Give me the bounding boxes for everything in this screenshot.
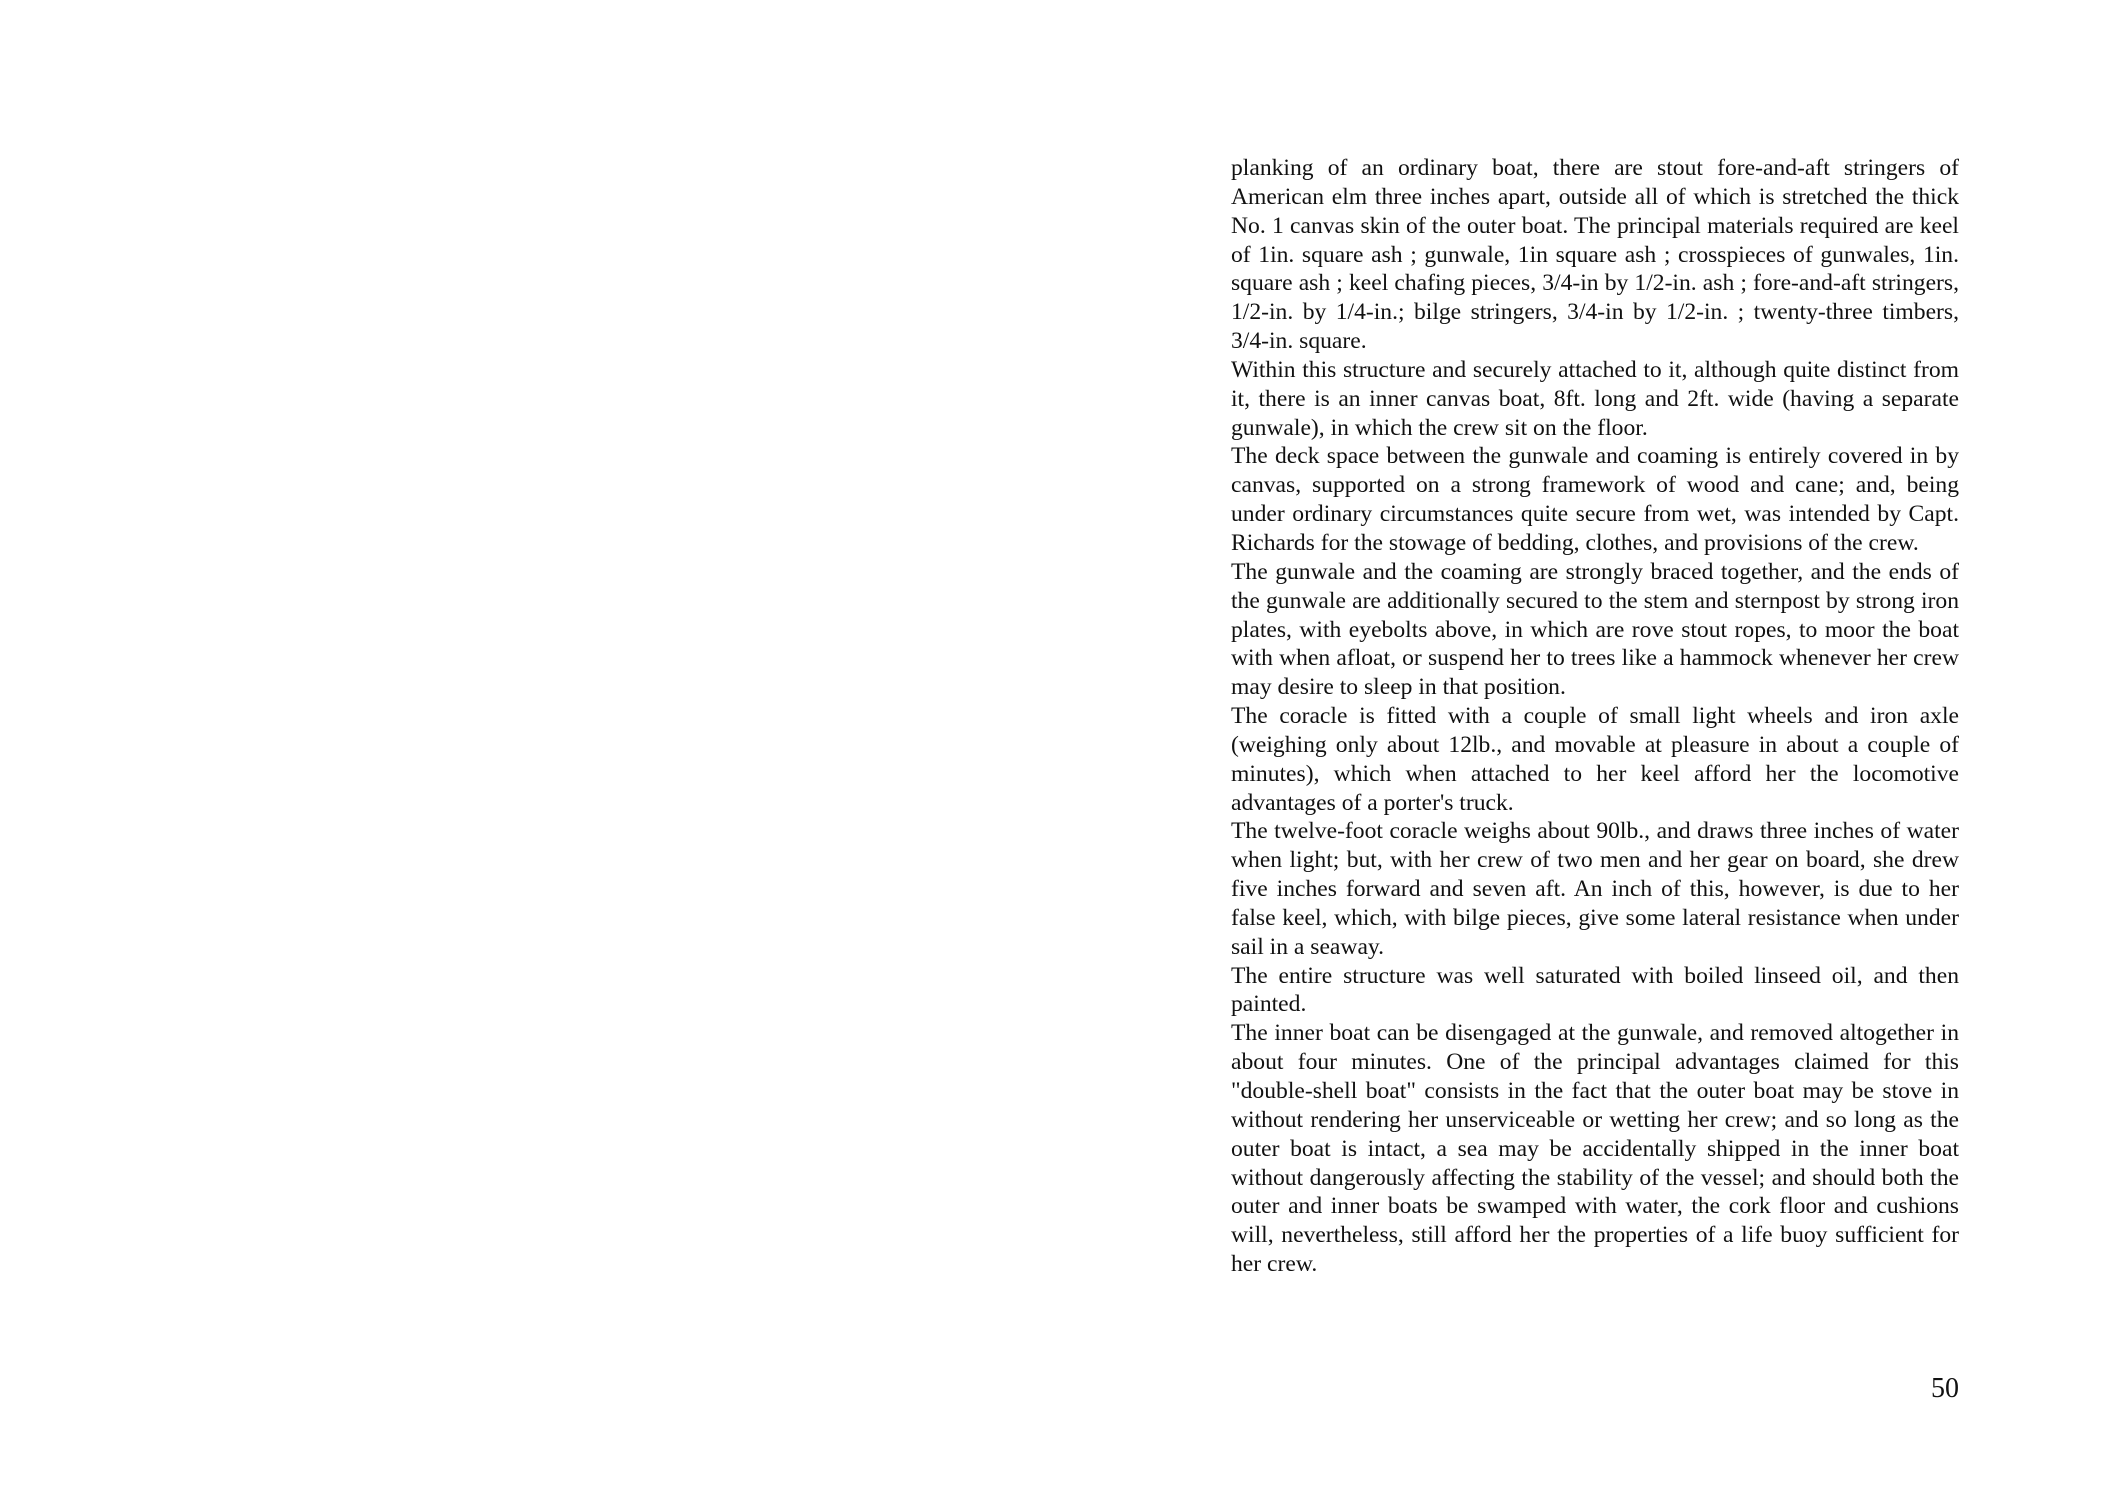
paragraph-deck-space: The deck space between the gunwale and coaming is entirely covered in by canvas, supported on a strong framework of wood and cane; and, being under ordinary circumstances quite secure from wet, was intended by Capt. Richards for the stowage of bedding, clothes, and provisions of the crew.: [1231, 443, 1959, 556]
paragraph-gunwale-bracing: The gunwale and the coaming are strongly braced together, and the ends of the gunwale are additionally secured to the stem and sternpost by strong iron plates, with eyebolts above, in which are rove stout ropes, to moor the boat with when afloat, or suspend her to trees like a hammock whenever her crew may desire to sleep in that position.: [1231, 558, 1959, 701]
paragraph-planking: planking of an ordinary boat, there are stout fore-and-aft stringers of American elm three inches apart, outside all of which is stretched the thick No. 1 canvas skin of the outer boat. The principal materials required are keel of 1in. square ash ; gunwale, 1in square ash ; crosspieces of gunwales, 1in. square ash ; keel chafing pieces, 3/4-in by 1/2-in. ash ; fore-and-aft stringers, 1/2-in. by 1/4-in.; bilge stringers, 3/4-in by 1/2-in. ; twenty-three timbers, 3/4-in. square.: [1231, 155, 1959, 355]
paragraph-weight-draught: The twelve-foot coracle weighs about 90lb., and draws three inches of water when light; but, with her crew of two men and her gear on board, she drew five inches forward and seven aft. An inch of this, however, is due to her false keel, which, with bilge pieces, give some lateral resistance when under sail in a seaway.: [1231, 818, 1959, 960]
page-body-text: [1231, 154, 1959, 1279]
paragraph-double-shell: The inner boat can be disengaged at the gunwale, and removed altogether in about four minutes. One of the principal advantages claimed for this "double-shell boat" consists in the fact that the outer boat may be stove in without rendering her unserviceable or wetting her crew; and so long as the outer boat is intact, a sea may be accidentally shipped in the inner boat without dangerously affecting the stability of the vessel; and should both the outer and inner boats be swamped with water, the cork floor and cushions will, nevertheless, still afford her the properties of a life buoy sufficient for her crew.: [1231, 1020, 1959, 1278]
page-number: 50: [1931, 1373, 1959, 1404]
paragraph-inner-boat: Within this structure and securely attached to it, although quite distinct from it, there is an inner canvas boat, 8ft. long and 2ft. wide (having a separate gunwale), in which the crew sit on the floor.: [1231, 356, 1959, 441]
paragraph-linseed-oil: The entire structure was well saturated with boiled linseed oil, and then painted.: [1231, 962, 1959, 1018]
paragraph-wheels: The coracle is fitted with a couple of small light wheels and iron axle (weighing only about 12lb., and movable at pleasure in about a couple of minutes), which when attached to her keel afford her the locomotive advantages of a porter's truck.: [1231, 703, 1959, 816]
